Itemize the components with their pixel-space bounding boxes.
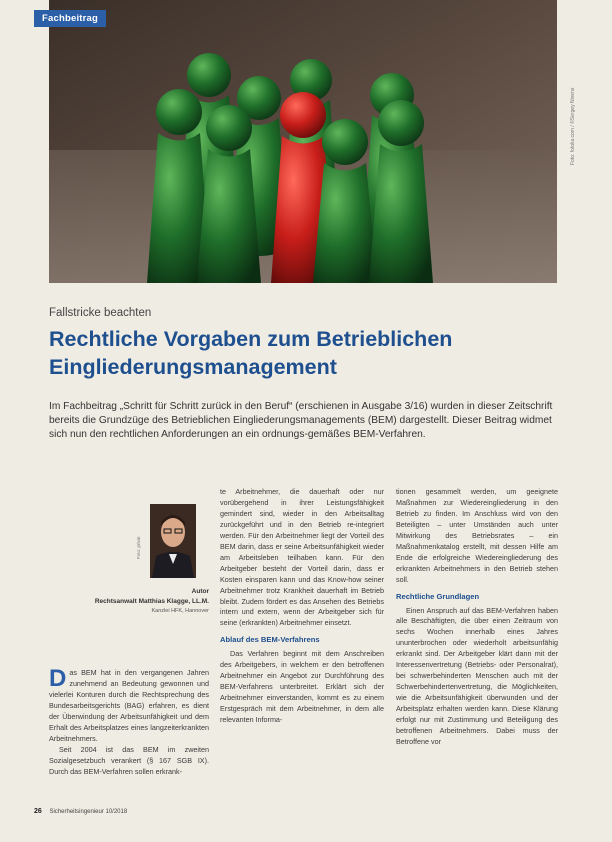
red-piece — [280, 92, 326, 138]
magazine-issue: Sicherheitsingenieur 10/2018 — [49, 809, 128, 815]
paragraph: Seit 2004 ist das BEM im zweiten Sozialgesetzbuch verankert (§ 167 SGB IX). Durch das BEM-Verfahren sollen erkrank- — [49, 744, 209, 776]
front-pieces — [147, 89, 433, 283]
body-column-2 — [220, 487, 384, 726]
section-subhead: Rechtliche Grundlagen — [396, 591, 480, 601]
game-pieces-illustration — [49, 0, 557, 283]
hero-photo-credit: Foto: fotolia.com / ©Sergey Nivens — [570, 87, 576, 165]
section-tab: Fachbeitrag — [34, 10, 106, 27]
paragraph: tionen gesammelt werden, um geeignete Maßnahmen zur Wiedereingliederung in den Betrieb zu finden. Im Anschluss wird von den Beteiligten – unter Umständen auch unter Mitwirkung des Betriebsrates – ein Maßnahmenkatalog erstellt, mit dessen Hilfe am Ende die erfolgreiche Wiedereingliederung des erkrankten Arbeitnehmers in den Betrieb stehen soll. — [396, 487, 558, 584]
body-column-1 — [49, 665, 209, 778]
article-headline: Rechtliche Vorgaben zum Betrieblichen Eingliederungsmanagement — [49, 327, 453, 379]
article-kicker: Fallstricke beachten — [49, 307, 152, 319]
body-column-3 — [396, 487, 558, 748]
drop-cap: D — [49, 665, 67, 692]
paragraph: Einen Anspruch auf das BEM-Verfahren haben alle Beschäftigten, die über einen Zeitraum von sechs Wochen innerhalb eines Jahres ununterbrochen oder wiederholt arbeitsunfähig erkrankt sind. Der Arbeitgeber klärt dann mit der Interessenvertretung (Betriebs- oder Personalrat), bei schwerbehinderten Menschen auch mit der Schwerbehindertenvertretung, die Möglichkeiten, wie die Arbeitsunfähigkeit überwunden und der Arbeitsplatz erhalten werden kann. Diese Klärung erfolgt nur mit Zustimmung und Beteiligung des betroffenen Arbeitnehmers. Dabei muss der Betroffene vor — [396, 605, 558, 746]
author-photo — [150, 504, 196, 578]
paragraph: te Arbeitnehmer, die dauerhaft oder nur vorübergehend in ihrer Leistungsfähigkeit gemindert sind, wieder in den Arbeitsalltag zurückgeführt und in den Betrieb re-integriert werden. Für den Arbeitnehmer liegt der Vorteil des BEM darin, dass er seine Arbeitsunfähigkeit wieder am Arbeitsleben teilhaben kann. Für den Arbeitgeber besteht der Vorteil darin, dass er Kosten einsparen kann und das Know-how seiner Arbeitnehmer trotz Krankheit dauerhaft im Betrieb bleibt. Zudem fördert es das Ansehen des Betriebs intern und extern, wenn der Arbeitgeber sich für seine (erkrankten) Arbeitnehmer einsetzt. — [220, 487, 384, 628]
author-affiliation: Kanzlei HFK, Hannover — [151, 608, 209, 614]
section-subhead: Ablauf des BEM-Verfahrens — [220, 635, 320, 645]
paragraph: Das BEM hat in den vergangenen Jahren zunehmend an Bedeutung gewonnen und vielerlei Konturen durch die Rechtsprechung des Bundesarbeitsgerichts (BAG) erfahren, es dient der Überwindung der Arbeitsunfähigkeit und dem Erhalt des Arbeitsplatzes eines langzeiterkrankten Arbeitnehmers. — [49, 665, 209, 743]
hero-image — [49, 0, 557, 283]
page-footer — [34, 808, 127, 815]
author-name: Rechtsanwalt Matthias Klagge, LL.M. — [94, 598, 209, 605]
author-photo-credit: Foto: privat — [136, 536, 141, 559]
page-number: 26 — [34, 808, 42, 815]
paragraph: Das Verfahren beginnt mit dem Anschreiben des Arbeitgebers, in welchem er den betroffenen Arbeitnehmer ein Angebot zur Durchführung des BEM-Verfahrens unterbreitet. Erklärt sich der Arbeitnehmer einverstanden, kommt es zu einem Erstgespräch mit dem Arbeitnehmer, in dem alle relevanten Informa- — [220, 649, 384, 725]
article-lead: Im Fachbeitrag „Schritt für Schritt zurück in den Beruf“ (erschienen in Ausgabe 3/16) wurden in dieser Zeitschrift bereits die Grundzüge des Betrieblichen Eingliederungsmanagements (BEM) dargestellt. Dieser Beitrag widmet sich nun den rechtlichen Anforderungen an ein ordnungs-gemäßes BEM-Verfahren. — [49, 401, 553, 441]
author-label: Autor — [191, 588, 209, 595]
author-box — [80, 497, 209, 617]
